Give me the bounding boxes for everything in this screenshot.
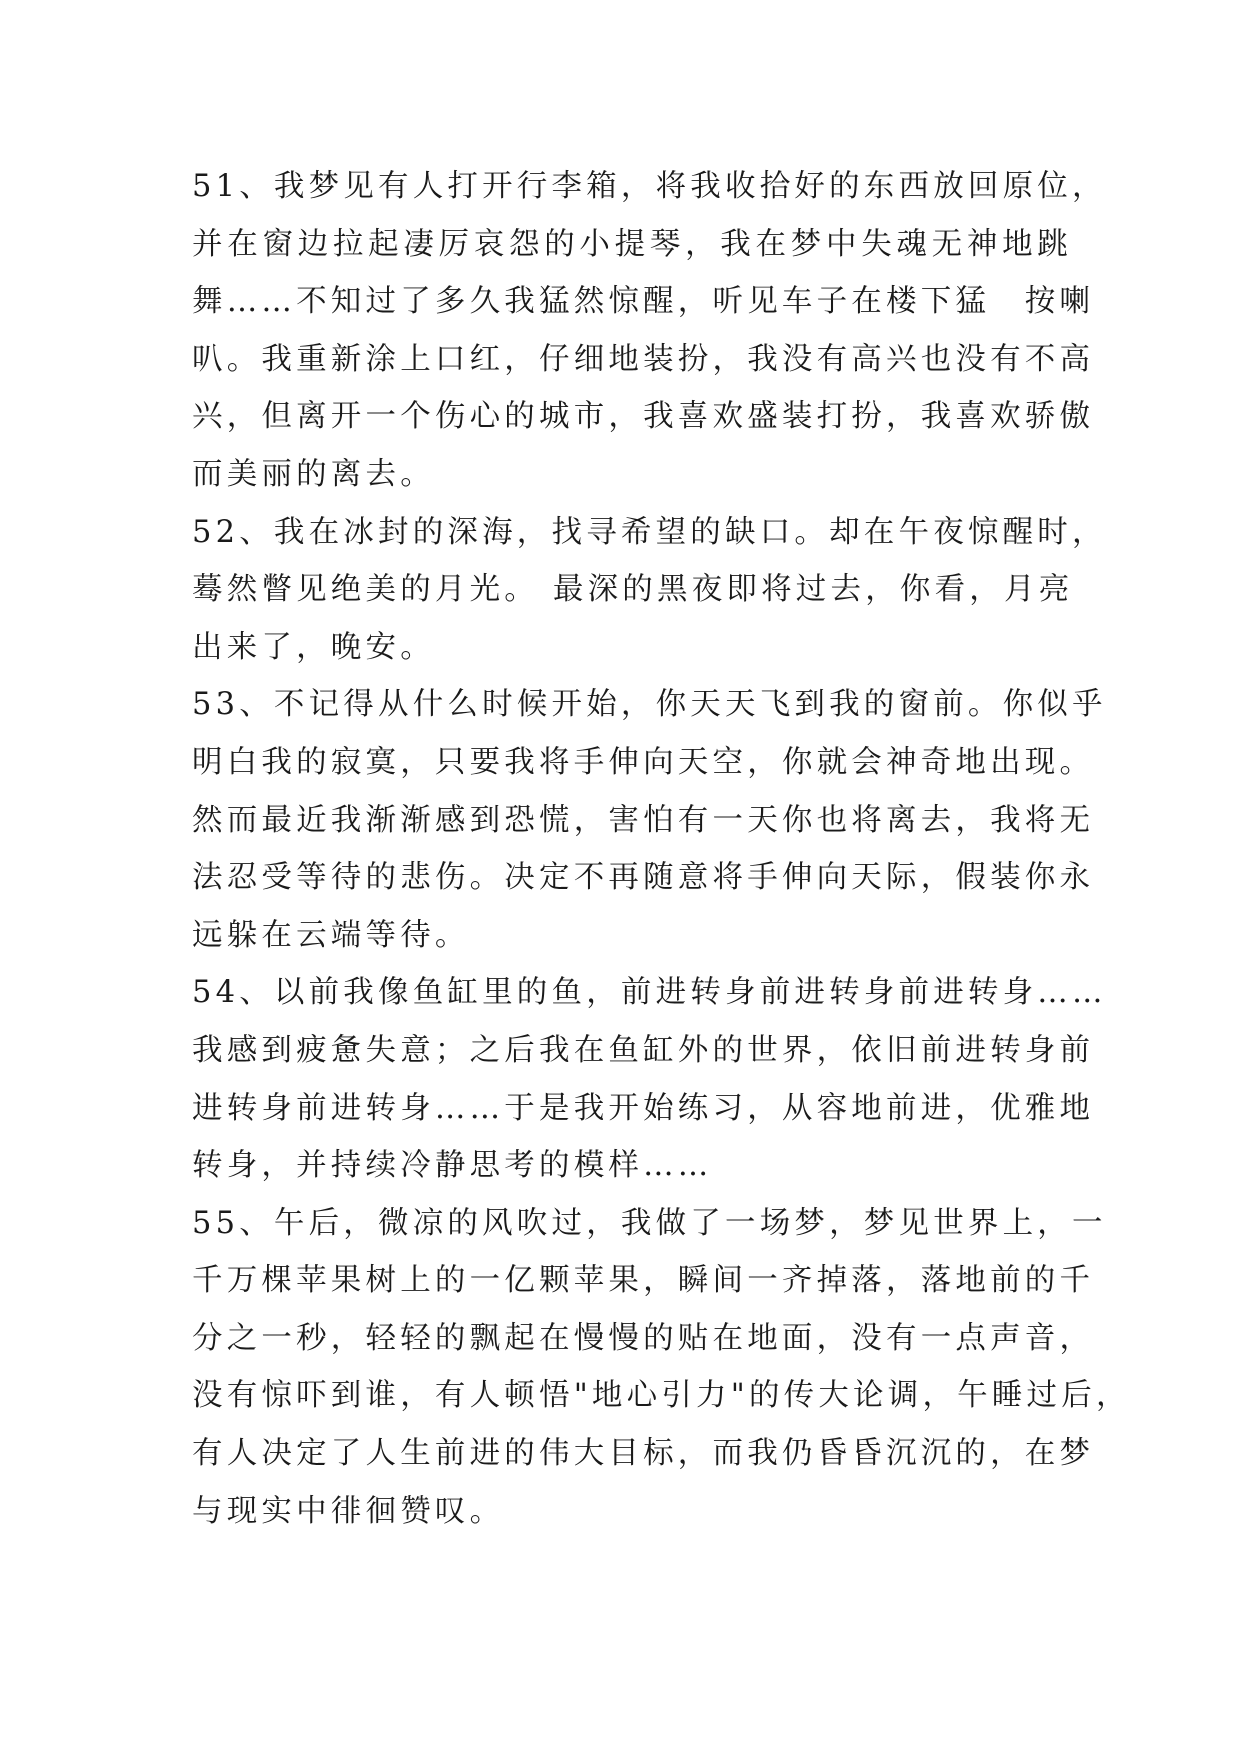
text-line: 然而最近我渐渐感到恐慌，害怕有一天你也将离去，我将无 bbox=[192, 802, 1095, 838]
text-line: 远躲在云端等待。 bbox=[192, 917, 470, 953]
text-line: 没有惊吓到谁，有人顿悟"地心引力"的传大论调，午睡过后， bbox=[192, 1378, 1131, 1414]
text-line: 转身，并持续冷静思考的模样…… bbox=[192, 1148, 713, 1184]
text-line: 千万棵苹果树上的一亿颗苹果，瞬间一齐掉落，落地前的千 bbox=[192, 1263, 1095, 1299]
text-line: 法忍受等待的悲伤。决定不再随意将手伸向天际，假装你永 bbox=[192, 860, 1095, 896]
text-line: 兴，但离开一个伤心的城市，我喜欢盛装打扮，我喜欢骄傲 bbox=[192, 399, 1095, 435]
text-line: 51、我梦见有人打开行李箱，将我收拾好的东西放回原位， bbox=[192, 169, 1107, 204]
paragraph-51 bbox=[192, 158, 1107, 504]
text-line: 而美丽的离去。 bbox=[192, 456, 435, 492]
text-line: 54、以前我像鱼缸里的鱼，前进转身前进转身前进转身…… bbox=[192, 975, 1107, 1011]
text-line: 55、午后，微凉的风吹过，我做了一场梦，梦见世界上，一 bbox=[192, 1205, 1107, 1241]
text-line: 52、我在冰封的深海，找寻希望的缺口。却在午夜惊醒时， bbox=[192, 514, 1107, 550]
text-line: 并在窗边拉起凄厉哀怨的小提琴，我在梦中失魂无神地跳 bbox=[192, 226, 1072, 262]
text-line: 叭。我重新涂上口红，仔细地装扮，我没有高兴也没有不高 bbox=[192, 341, 1095, 377]
text-line: 蓦然瞥见绝美的月光。 最深的黑夜即将过去，你看，月亮 bbox=[192, 572, 1074, 608]
paragraph-54 bbox=[192, 964, 1107, 1194]
text-line: 53、不记得从什么时候开始，你天天飞到我的窗前。你似乎 bbox=[192, 687, 1107, 723]
text-line: 明白我的寂寞，只要我将手伸向天空，你就会神奇地出现。 bbox=[192, 744, 1095, 780]
text-line: 我感到疲惫失意；之后我在鱼缸外的世界，依旧前进转身前 bbox=[192, 1032, 1095, 1068]
text-line: 分之一秒，轻轻的飘起在慢慢的贴在地面，没有一点声音， bbox=[192, 1320, 1095, 1356]
text-line: 与现实中徘徊赞叹。 bbox=[192, 1493, 505, 1529]
document-body bbox=[192, 158, 1131, 1540]
text-line: 有人决定了人生前进的伟大目标，而我仍昏昏沉沉的，在梦 bbox=[192, 1436, 1095, 1472]
paragraph-55 bbox=[192, 1195, 1131, 1541]
text-line: 进转身前进转身……于是我开始练习，从容地前进，优雅地 bbox=[192, 1090, 1095, 1126]
paragraph-53 bbox=[192, 676, 1107, 964]
paragraph-52 bbox=[192, 504, 1107, 677]
text-line: 舞……不知过了多久我猛然惊醒，听见车子在楼下猛 按喇 bbox=[192, 284, 1095, 320]
text-line: 出来了，晚安。 bbox=[192, 629, 435, 665]
